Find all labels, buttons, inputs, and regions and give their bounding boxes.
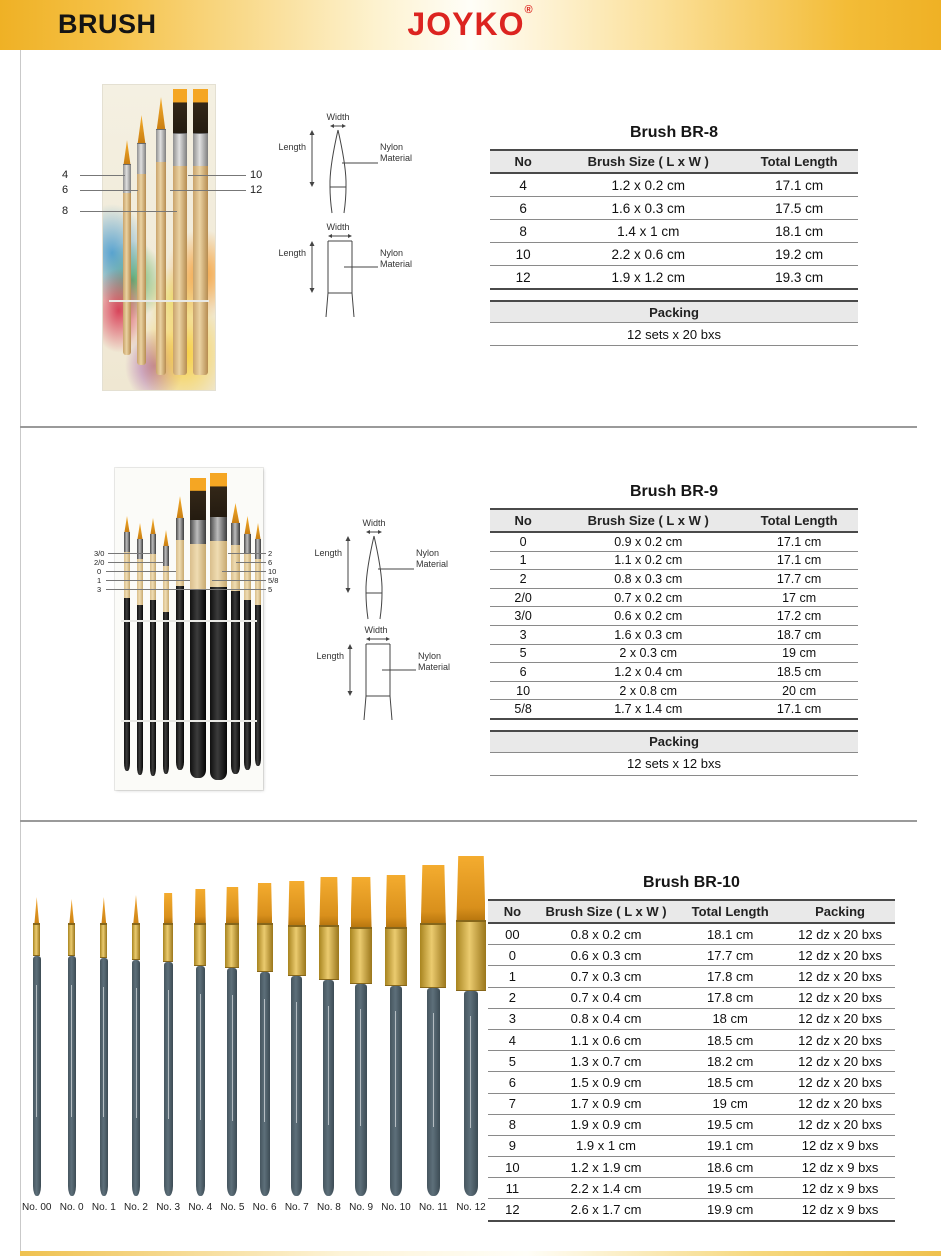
table-row: 2 0.8 x 0.3 cm 17.7 cm xyxy=(490,570,858,589)
section-title: Brush BR-8 xyxy=(629,124,718,141)
brush-size-label: No. 12 xyxy=(456,1202,486,1213)
callout-line xyxy=(236,562,266,563)
table-row: 8 1.4 x 1 cm 18.1 cm xyxy=(490,220,858,243)
callout-line xyxy=(188,175,246,176)
table-header-row xyxy=(490,150,858,173)
brush-graphic xyxy=(123,140,131,355)
callout-line xyxy=(106,589,204,590)
column-header: No xyxy=(490,150,556,173)
material-label: Nylon Material xyxy=(416,548,449,569)
brush-size-label: No. 9 xyxy=(349,1202,374,1213)
photo-callout: 4 xyxy=(62,169,69,181)
material-label: Nylon Material xyxy=(380,248,413,269)
flat-brush-outline xyxy=(334,636,434,728)
packing-header: Packing xyxy=(490,730,858,753)
column-header: Total Length xyxy=(740,150,858,173)
column-header: Brush Size ( L x W ) xyxy=(537,900,675,923)
brush-graphic xyxy=(176,496,184,770)
round-brush-outline xyxy=(332,529,432,621)
page-title: BRUSH xyxy=(58,9,157,39)
registered-mark: ® xyxy=(524,4,534,16)
table-row: 1 0.7 x 0.3 cm 17.8 cm 12 dz x 20 bxs xyxy=(488,966,895,987)
table-row: 00 0.8 x 0.2 cm 18.1 cm 12 dz x 20 bxs xyxy=(488,923,895,945)
brush-size-label: No. 00 xyxy=(22,1202,52,1213)
brush-graphic xyxy=(173,89,187,375)
wrap-string xyxy=(109,300,209,302)
brush-graphic xyxy=(244,516,251,770)
table-row: 10 2.2 x 0.6 cm 19.2 cm xyxy=(490,243,858,266)
photo-callout: 1 xyxy=(97,576,102,585)
column-header: No xyxy=(490,509,556,532)
brush-size-label: No. 8 xyxy=(316,1202,341,1213)
table-row: 2/0 0.7 x 0.2 cm 17 cm xyxy=(490,588,858,607)
callout-line xyxy=(108,562,164,563)
brush-graphic xyxy=(163,530,169,774)
table-row: 8 1.9 x 0.9 cm 19.5 cm 12 dz x 20 bxs xyxy=(488,1114,895,1135)
photo-callout: 2 xyxy=(268,549,273,558)
table-row: 7 1.7 x 0.9 cm 19 cm 12 dz x 20 bxs xyxy=(488,1093,895,1114)
brush-graphic xyxy=(381,875,410,1213)
brand-logo xyxy=(407,6,533,43)
brush-size-label: No. 6 xyxy=(252,1202,277,1213)
table-row: 12 2.6 x 1.7 cm 19.9 cm 12 dz x 9 bxs xyxy=(488,1199,895,1221)
width-label: Width xyxy=(326,222,350,232)
brush-graphic xyxy=(156,97,166,375)
brush-graphic xyxy=(221,887,245,1213)
width-label: Width xyxy=(326,112,350,122)
section-title: Brush BR-9 xyxy=(629,483,718,500)
spec-table-br8 xyxy=(490,124,858,346)
photo-callout: 2/0 xyxy=(94,558,105,567)
length-label: Length xyxy=(278,142,306,152)
section-divider-2 xyxy=(20,820,917,822)
brush-graphic xyxy=(150,518,156,776)
table-row: 6 1.5 x 0.9 cm 18.5 cm 12 dz x 20 bxs xyxy=(488,1072,895,1093)
column-header: No xyxy=(488,900,537,923)
packing-header: Packing xyxy=(490,300,858,323)
table-row: 1 1.1 x 0.2 cm 17.1 cm xyxy=(490,551,858,570)
product-photo-br8 xyxy=(103,85,215,390)
table-row: 4 1.2 x 0.2 cm 17.1 cm xyxy=(490,173,858,197)
brush-graphic xyxy=(285,881,309,1213)
brush-graphic xyxy=(60,899,84,1213)
table-row: 3 1.6 x 0.3 cm 18.7 cm xyxy=(490,625,858,644)
brush-graphic xyxy=(156,893,180,1213)
brush-graphic xyxy=(456,856,486,1213)
page-bottom-strip xyxy=(20,1251,941,1256)
page-header xyxy=(0,0,941,50)
brush-graphic xyxy=(210,473,227,780)
photo-callout: 10 xyxy=(268,567,277,576)
length-label: Length xyxy=(278,248,306,258)
packing-block xyxy=(490,300,858,346)
brush-graphic xyxy=(419,865,448,1213)
brush-graphic xyxy=(190,478,206,778)
brush-size-label: No. 10 xyxy=(381,1202,411,1213)
round-brush-diagram xyxy=(298,518,473,618)
table-row: 10 1.2 x 1.9 cm 18.6 cm 12 dz x 9 bxs xyxy=(488,1157,895,1178)
brush-graphic xyxy=(349,877,373,1213)
width-label: Width xyxy=(364,625,388,635)
section-divider-1 xyxy=(20,426,917,428)
brush-graphic xyxy=(193,89,208,375)
photo-callout: 6 xyxy=(268,558,273,567)
photo-callout: 6 xyxy=(62,184,69,196)
table-row: 11 2.2 x 1.4 cm 19.5 cm 12 dz x 9 bxs xyxy=(488,1178,895,1199)
brush-graphic xyxy=(188,889,212,1213)
brush-size-label: No. 5 xyxy=(220,1202,245,1213)
table-row: 5/8 1.7 x 1.4 cm 17.1 cm xyxy=(490,700,858,719)
table-row: 6 1.6 x 0.3 cm 17.5 cm xyxy=(490,197,858,220)
brush-graphic xyxy=(253,883,277,1213)
width-label: Width xyxy=(362,518,386,528)
table-row: 3/0 0.6 x 0.2 cm 17.2 cm xyxy=(490,607,858,626)
table-row: 0 0.9 x 0.2 cm 17.1 cm xyxy=(490,532,858,551)
length-label: Length xyxy=(316,651,344,661)
callout-line xyxy=(108,553,152,554)
brush-graphic xyxy=(124,895,148,1213)
table-row: 5 2 x 0.3 cm 19 cm xyxy=(490,644,858,663)
callout-line xyxy=(170,190,246,191)
flat-brush-diagram xyxy=(300,625,475,725)
photo-callout: 12 xyxy=(250,184,263,196)
callout-line xyxy=(222,571,266,572)
brush-graphic xyxy=(22,897,51,1213)
brush-graphic xyxy=(231,503,240,774)
brush-graphic xyxy=(124,516,130,771)
flat-brush-outline xyxy=(296,233,396,325)
photo-callout: 5 xyxy=(268,585,273,594)
photo-callout: 3 xyxy=(97,585,102,594)
round-brush-outline xyxy=(296,123,396,215)
material-label: Nylon Material xyxy=(380,142,413,163)
material-label: Nylon Material xyxy=(418,651,451,672)
column-header: Brush Size ( L x W ) xyxy=(556,509,740,532)
photo-callout: 10 xyxy=(250,169,263,181)
packing-value: 12 sets x 20 bxs xyxy=(490,323,858,346)
table-row: 3 0.8 x 0.4 cm 18 cm 12 dz x 20 bxs xyxy=(488,1008,895,1029)
page-left-border xyxy=(20,50,21,1251)
table-row: 0 0.6 x 0.3 cm 17.7 cm 12 dz x 20 bxs xyxy=(488,945,895,966)
callout-line xyxy=(196,589,266,590)
column-header: Total Length xyxy=(740,509,858,532)
table-row: 10 2 x 0.8 cm 20 cm xyxy=(490,681,858,700)
column-header: Brush Size ( L x W ) xyxy=(556,150,740,173)
section-title: Brush BR-10 xyxy=(643,874,740,891)
callout-line xyxy=(106,580,190,581)
spec-table-br9 xyxy=(490,483,858,776)
length-label: Length xyxy=(314,548,342,558)
brush-size-label: No. 1 xyxy=(91,1202,116,1213)
brush-graphic xyxy=(137,115,146,365)
wrap-string xyxy=(121,720,257,722)
photo-callout: 5/8 xyxy=(268,576,279,585)
table-header-row xyxy=(490,509,858,532)
photo-callout: 3/0 xyxy=(94,549,105,558)
brush-size-label: No. 11 xyxy=(419,1202,448,1213)
callout-line xyxy=(106,571,176,572)
table-row: 4 1.1 x 0.6 cm 18.5 cm 12 dz x 20 bxs xyxy=(488,1029,895,1050)
packing-block xyxy=(490,730,858,776)
callout-line xyxy=(212,580,266,581)
brush-graphic xyxy=(317,877,341,1213)
brush-size-label: No. 4 xyxy=(188,1202,213,1213)
table-row: 12 1.9 x 1.2 cm 19.3 cm xyxy=(490,266,858,290)
brush-graphic xyxy=(255,523,261,766)
brush-size-label: No. 0 xyxy=(59,1202,84,1213)
round-brush-diagram xyxy=(262,112,437,212)
callout-line xyxy=(80,175,125,176)
table-row: 5 1.3 x 0.7 cm 18.2 cm 12 dz x 20 bxs xyxy=(488,1051,895,1072)
callout-line xyxy=(228,553,266,554)
table-row: 6 1.2 x 0.4 cm 18.5 cm xyxy=(490,663,858,682)
table-row: 9 1.9 x 1 cm 19.1 cm 12 dz x 9 bxs xyxy=(488,1135,895,1156)
brush-size-label: No. 7 xyxy=(284,1202,309,1213)
brush-size-label: No. 3 xyxy=(156,1202,181,1213)
wrap-string xyxy=(121,620,257,622)
spec-table-br10 xyxy=(488,874,895,1222)
photo-callout: 0 xyxy=(97,567,102,576)
brush-graphic xyxy=(137,523,143,775)
flat-brush-diagram xyxy=(262,222,437,322)
table-row: 2 0.7 x 0.4 cm 17.8 cm 12 dz x 20 bxs xyxy=(488,987,895,1008)
callout-line xyxy=(80,211,177,212)
product-photo-br10 xyxy=(22,855,486,1213)
packing-value: 12 sets x 12 bxs xyxy=(490,753,858,776)
brush-size-label: No. 2 xyxy=(124,1202,148,1213)
column-header: Packing xyxy=(785,900,895,923)
product-photo-br9 xyxy=(115,468,263,790)
callout-line xyxy=(80,190,138,191)
table-header-row xyxy=(488,900,895,923)
brush-graphic xyxy=(92,897,116,1213)
brand-name: JOYKO xyxy=(407,6,525,42)
column-header: Total Length xyxy=(675,900,785,923)
photo-callout: 8 xyxy=(62,205,69,217)
